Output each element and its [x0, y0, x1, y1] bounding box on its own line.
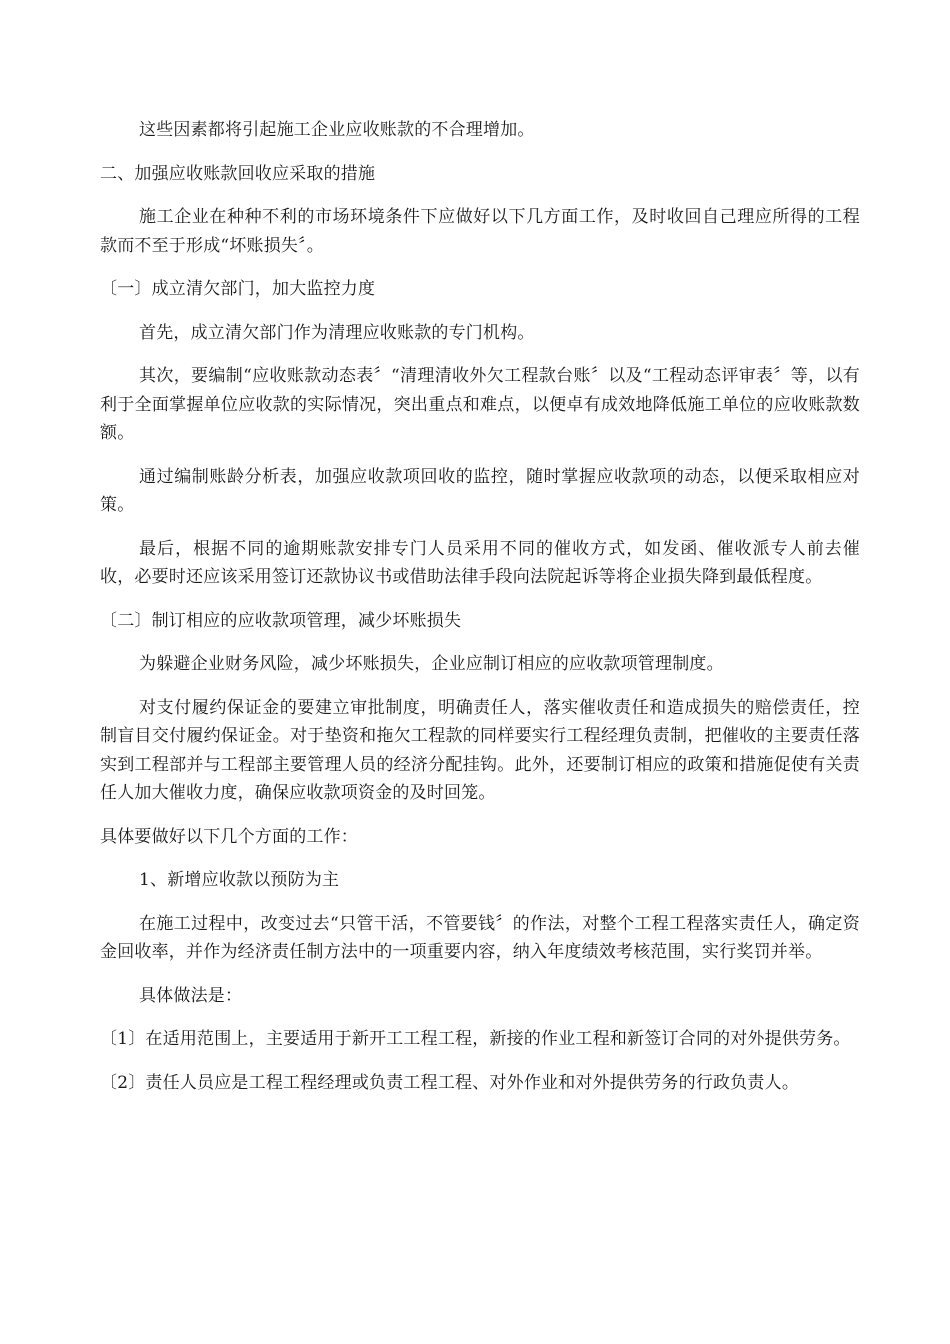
list-item-2: 〔2〕责任人员应是工程工程经理或负责工程工程、对外作业和对外提供劳务的行政负责人。	[100, 1072, 800, 1093]
paragraph-first: 首先，成立清欠部门作为清理应收账款的专门机构。	[139, 322, 535, 343]
paragraph-finally: 最后，根据不同的逾期账款安排专门人员采用不同的催收方式，如发函、催收派专人前去催收，必要时还应该采用签订还款协议书或借助法律手段向法院起诉等将企业损失降到最低程度。	[100, 538, 860, 587]
list-heading-1: 1、新增应收款以预防为主	[139, 870, 340, 890]
subsection-heading-2: 〔二〕制订相应的应收款项管理，减少坏账损失	[100, 610, 462, 631]
paragraph-second: 其次，要编制“应收账款动态表〞“清理清收外欠工程款台账〞以及“工程动态评审表〞等，以有利于全面掌握单位应收款的实际情况，突出重点和难点，以便卓有成效地降低施工单位的应收账款数额。	[100, 366, 860, 443]
document-body	[100, 116, 860, 1112]
paragraph-specific-work: 具体要做好以下几个方面的工作：	[100, 826, 358, 847]
paragraph-specific-method: 具体做法是：	[139, 985, 243, 1006]
list-item-1: 〔1〕在适用范围上，主要适用于新开工工程工程，新接的作业工程和新签订合同的对外提供劳务。	[100, 1029, 851, 1049]
paragraph-construction-process: 在施工过程中，改变过去“只管干活，不管要钱〞的作法，对整个工程工程落实责任人，确定资金回收率，并作为经济责任制方法中的一项重要内容，纳入年度绩效考核范围，实行奖罚并举。	[100, 913, 860, 962]
paragraph-intro-conclusion: 这些因素都将引起施工企业应收账款的不合理增加。	[139, 120, 535, 140]
paragraph-deposit-approval: 对支付履约保证金的要建立审批制度，明确责任人，落实催收责任和造成损失的赔偿责任，控制盲目交付履约保证金。对于垫资和拖欠工程款的同样要实行工程经理负责制，把催收的主要责任落实到工程部并与工程部主要管理人员的经济分配挂钩。此外，还要制订相应的政策和措施促使有关责任人加大催收力度，确保应收款项资金的及时回笼。	[100, 697, 860, 803]
paragraph-aging-analysis: 通过编制账龄分析表，加强应收款项回收的监控，随时掌握应收款项的动态，以便采取相应对策。	[100, 466, 860, 515]
subsection-heading-1: 〔一〕成立清欠部门，加大监控力度	[100, 279, 376, 299]
paragraph-risk-avoidance: 为躲避企业财务风险，减少坏账损失，企业应制订相应的应收款项管理制度。	[139, 654, 724, 674]
paragraph-section-2-intro: 施工企业在种种不利的市场环境条件下应做好以下几方面工作，及时收回自己理应所得的工程款而不至于形成“坏账损失〞。	[100, 207, 860, 256]
section-heading-2: 二、加强应收账款回收应采取的措施	[100, 163, 376, 184]
